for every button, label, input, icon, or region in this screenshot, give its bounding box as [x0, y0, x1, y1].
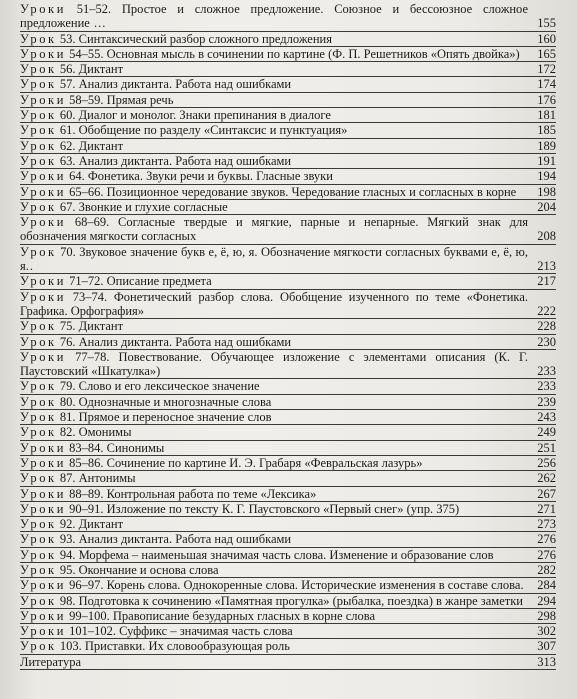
toc-entry-title: 103. Приставки. Их словообразующая роль [56, 639, 290, 654]
toc-entry-title: 85–86. Сочинение по картине И. Э. Грабаря «Февральская лазурь» [66, 455, 423, 470]
toc-entry-page-number: 155 [537, 16, 556, 31]
toc-entry-title: Литература [20, 654, 81, 669]
table-of-contents [20, 2, 556, 670]
toc-entry-title: 93. Анализ диктанта. Работа над ошибками [56, 532, 292, 547]
toc-entry-lesson-label: Уроки [20, 578, 67, 593]
toc-entry-lesson-label: Уроки [20, 184, 67, 199]
toc-entry-page-number: 208 [537, 229, 556, 244]
toc-entry-title: 71–72. Описание предмета [66, 274, 212, 289]
toc-entry-title: 80. Однозначные и многозначные слова [56, 394, 272, 409]
toc-entry-leader: ... [89, 16, 107, 31]
toc-entry-lesson-label: Урок [20, 319, 57, 334]
toc-entry-page-number: 284 [537, 578, 556, 593]
toc-entry-page-number: 160 [537, 31, 556, 46]
toc-entry-page-number: 181 [537, 108, 556, 123]
toc-entry-lesson-label: Урок [20, 517, 57, 532]
toc-entry-lesson-label: Урок [20, 410, 57, 425]
toc-entry-page-number: 176 [537, 92, 556, 107]
toc-entry-title: 51–52. Простое и сложное предложение. Союзное и бессоюзное сложное предложение [20, 2, 528, 31]
toc-entry [20, 77, 556, 91]
toc-entry-lesson-label: Уроки [20, 274, 67, 289]
toc-entry [20, 487, 556, 501]
toc-entry [20, 456, 556, 470]
toc-entry-title: 99–100. Правописание безударных гласных в корне слова [66, 608, 376, 623]
toc-entry [20, 655, 556, 669]
toc-entry-title: 101–102. Суффикс – значимая часть слова [66, 624, 293, 639]
toc-entry [20, 441, 556, 455]
toc-entry-leader: . [520, 578, 525, 593]
toc-entry-lesson-label: Урок [20, 547, 57, 562]
toc-entry-title: 83–84. Синонимы [66, 440, 165, 455]
toc-entry-page-number: 276 [537, 532, 556, 547]
toc-entry-title: 67. Звонкие и глухие согласные [56, 199, 228, 214]
toc-entry-page-number: 233 [537, 379, 556, 394]
toc-entry-title: 76. Анализ диктанта. Работа над ошибками [56, 334, 292, 349]
toc-entry [20, 154, 556, 168]
toc-entry-lesson-label: Уроки [20, 440, 67, 455]
toc-entry-title: 82. Омонимы [56, 425, 132, 440]
toc-entry-title: 70. Звуковое значение букв е, ё, ю, я. Обозначение мягкости согласных буквами е, ё, ю, я [20, 244, 528, 274]
toc-entry-title: 64. Фонетика. Звуки речи и буквы. Гласные звуки [66, 169, 333, 184]
toc-entry-lesson-label: Уроки [20, 215, 67, 230]
toc-entry-page-number: 165 [537, 46, 556, 61]
toc-entry-title: 87. Антонимы [56, 471, 136, 486]
toc-entry [20, 2, 556, 31]
toc-entry [20, 578, 556, 592]
toc-entry-leader: .. [25, 259, 34, 274]
toc-entry-title: 54–55. Основная мысль в сочинении по картине (Ф. П. Решетников «Опять двойка») [66, 46, 520, 61]
toc-entry-page-number: 189 [537, 138, 556, 153]
toc-entry-page-number: 222 [537, 303, 556, 318]
toc-entry-title: 75. Диктант [56, 319, 124, 334]
toc-entry-page-number: 302 [537, 624, 556, 639]
toc-entry-title: 61. Обобщение по разделу «Синтаксис и пунктуация» [56, 123, 348, 138]
toc-entry-lesson-label: Уроки [20, 608, 67, 623]
toc-entry-page-number: 294 [537, 593, 556, 608]
toc-entry [20, 185, 556, 199]
toc-entry-page-number: 185 [537, 123, 556, 138]
toc-entry [20, 290, 556, 319]
toc-entry [20, 215, 556, 244]
toc-entry [20, 200, 556, 214]
toc-entry-lesson-label: Урок [20, 562, 57, 577]
toc-underline [20, 669, 556, 670]
toc-entry [20, 169, 556, 183]
toc-entry-page-number: 239 [537, 394, 556, 409]
toc-entry [20, 639, 556, 653]
toc-entry-page-number: 273 [537, 517, 556, 532]
toc-entry-title: 58–59. Прямая речь [66, 92, 174, 107]
toc-entry-title: 63. Анализ диктанта. Работа над ошибками [56, 153, 292, 168]
toc-entry-lesson-label: Урок [20, 123, 57, 138]
toc-entry [20, 274, 556, 288]
toc-entry-lesson-label: Уроки [20, 486, 67, 501]
toc-entry-title: 73–74. Фонетический разбор слова. Обобщение изученного по теме «Фонетика. Графика. Орфография» [20, 289, 528, 318]
toc-entry-title: 57. Анализ диктанта. Работа над ошибками [56, 77, 292, 92]
toc-entry [20, 139, 556, 153]
toc-entry-title: 62. Диктант [56, 138, 124, 153]
toc-entry [20, 502, 556, 516]
toc-entry [20, 245, 556, 274]
toc-entry-title: 94. Морфема – наименьшая значимая часть слова. Изменение и образование слов [56, 547, 494, 562]
toc-entry-title: 90–91. Изложение по тексту К. Г. Паустовского «Первый снег» (упр. 375) [66, 501, 460, 516]
toc-entry-title: 92. Диктант [56, 517, 124, 532]
toc-entry-title: 95. Окончание и основа слова [56, 562, 219, 577]
toc-entry [20, 335, 556, 349]
toc-entry-page-number: 217 [537, 274, 556, 289]
toc-entry-lesson-label: Уроки [20, 501, 67, 516]
toc-entry-lesson-label: Урок [20, 77, 57, 92]
toc-entry-page-number: 256 [537, 455, 556, 470]
toc-entry [20, 93, 556, 107]
toc-entry [20, 517, 556, 531]
toc-entry-page-number: 313 [537, 654, 556, 669]
toc-entry-title: 56. Диктант [56, 62, 124, 77]
toc-entry [20, 563, 556, 577]
toc-entry [20, 548, 556, 562]
toc-entry-title: 88–89. Контрольная работа по теме «Лексика» [66, 486, 317, 501]
toc-entry-lesson-label: Урок [20, 244, 57, 259]
toc-entry-page-number: 198 [537, 184, 556, 199]
toc-entry-lesson-label: Уроки [20, 46, 67, 61]
toc-entry [20, 609, 556, 623]
toc-entry [20, 47, 556, 61]
toc-entry-title: 96–97. Корень слова. Однокоренные слова. Исторические изменения в составе слова [66, 578, 521, 593]
toc-entry-lesson-label: Уроки [20, 624, 67, 639]
toc-entry-lesson-label: Уроки [20, 2, 67, 16]
toc-entry-lesson-label: Уроки [20, 289, 67, 304]
toc-entry [20, 594, 556, 608]
toc-entry [20, 471, 556, 485]
toc-entry-page-number: 298 [537, 608, 556, 623]
toc-entry-lesson-label: Урок [20, 379, 57, 394]
toc-entry-lesson-label: Урок [20, 62, 57, 77]
toc-entry-page-number: 276 [537, 547, 556, 562]
toc-entry-lesson-label: Урок [20, 153, 57, 168]
toc-entry-page-number: 307 [537, 639, 556, 654]
toc-entry-lesson-label: Урок [20, 471, 57, 486]
toc-entry-title: 79. Слово и его лексическое значение [56, 379, 260, 394]
toc-entry-lesson-label: Урок [20, 394, 57, 409]
toc-entry-lesson-label: Уроки [20, 455, 67, 470]
toc-entry [20, 123, 556, 137]
toc-entry-lesson-label: Урок [20, 108, 57, 123]
toc-entry-lesson-label: Урок [20, 639, 57, 654]
toc-entry-title: 81. Прямое и переносное значение слов [56, 410, 272, 425]
toc-entry-lesson-label: Уроки [20, 92, 67, 107]
toc-entry-title: 65–66. Позиционное чередование звуков. Чередование гласных и согласных в корне [66, 184, 517, 199]
toc-entry-lesson-label: Урок [20, 199, 57, 214]
toc-entry-title: 53. Синтаксический разбор сложного предложения [56, 31, 332, 46]
toc-entry-page-number: 267 [537, 486, 556, 501]
toc-entry-lesson-label: Урок [20, 334, 57, 349]
toc-entry [20, 624, 556, 638]
toc-entry-title: 77–78. Повествование. Обучающее изложение с элементами описания (К. Г. Паустовский «Шкатулка») [20, 349, 528, 379]
toc-entry [20, 108, 556, 122]
toc-entry [20, 425, 556, 439]
toc-entry-page-number: 174 [537, 77, 556, 92]
toc-entry-page-number: 191 [537, 153, 556, 168]
toc-entry-lesson-label: Урок [20, 138, 57, 153]
toc-entry [20, 62, 556, 76]
toc-entry-page-number: 249 [537, 425, 556, 440]
toc-entry-page-number: 213 [537, 259, 556, 274]
toc-entry-page-number: 233 [537, 364, 556, 379]
toc-entry-page-number: 251 [537, 440, 556, 455]
toc-entry-title: 60. Диалог и монолог. Знаки препинания в диалоге [56, 108, 331, 123]
toc-entry [20, 319, 556, 333]
toc-entry-lesson-label: Урок [20, 593, 57, 608]
toc-entry-page-number: 204 [537, 199, 556, 214]
toc-entry-page-number: 271 [537, 501, 556, 516]
toc-entry [20, 350, 556, 379]
toc-entry-lesson-label: Урок [20, 425, 57, 440]
toc-entry-lesson-label: Уроки [20, 349, 67, 364]
toc-entry-lesson-label: Урок [20, 31, 57, 46]
toc-entry-page-number: 262 [537, 471, 556, 486]
toc-entry-page-number: 230 [537, 334, 556, 349]
toc-entry-page-number: 194 [537, 169, 556, 184]
toc-entry-page-number: 243 [537, 410, 556, 425]
toc-entry [20, 32, 556, 46]
toc-entry [20, 395, 556, 409]
toc-entry [20, 532, 556, 546]
toc-entry-page-number: 172 [537, 62, 556, 77]
toc-entry-lesson-label: Уроки [20, 169, 67, 184]
toc-entry [20, 379, 556, 393]
toc-entry-title: 98. Подготовка к сочинению «Памятная прогулка» (рыбалка, поездка) в жанре заметки [56, 593, 523, 608]
toc-entry [20, 410, 556, 424]
toc-entry-lesson-label: Урок [20, 532, 57, 547]
toc-entry-title: 68–69. Согласные твердые и мягкие, парные и непарные. Мягкий знак для обозначения мягкости согласных [20, 215, 528, 244]
toc-entry-page-number: 228 [537, 319, 556, 334]
toc-entry-page-number: 282 [537, 562, 556, 577]
